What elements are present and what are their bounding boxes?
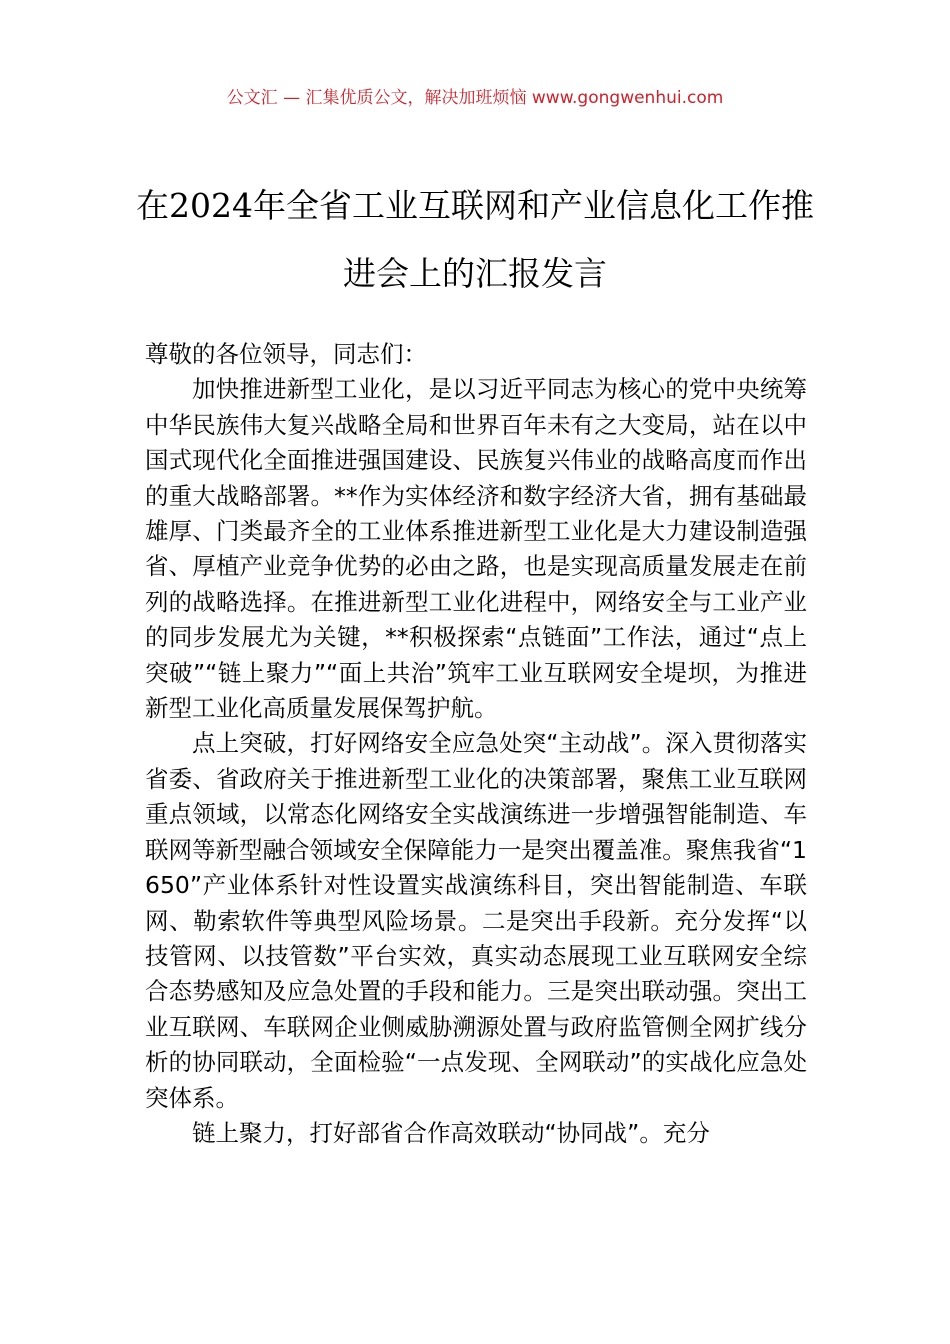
document-title: 在2024年全省工业互联网和产业信息化工作推进会上的汇报发言 — [136, 186, 814, 293]
body-paragraph-1: 加快推进新型工业化，是以习近平同志为核心的党中央统筹中华民族伟大复兴战略全局和世界百年未有之大变局，站在以中国式现代化全面推进强国建设、民族复兴伟业的战略高度而作出的重大战略部署。**作为实体经济和数字经济大省，拥有基础最雄厚、门类最齐全的工业体系推进新型工业化是大力建设制造强省、厚植产业竞争优势的必由之路，也是实现高质量发展走在前列的战略选择。在推进新型工业化进程中，网络安全与工业产业的同步发展尤为关键，**积极探索“点链面”工作法，通过“点上突破”“链上聚力”“面上共治”筑牢工业互联网安全堤坝，为推进新型工业化高质量发展保驾护航。 — [145, 375, 807, 723]
salutation: 尊敬的各位领导，同志们： — [145, 340, 427, 368]
document-body — [145, 337, 807, 1151]
header-banner: 公文汇 — 汇集优质公文，解决加班烦恼 www.gongwenhui.com — [226, 88, 724, 108]
body-paragraph-2: 点上突破，打好网络安全应急处突“主动战”。深入贯彻落实省委、省政府关于推进新型工业化的决策部署，聚焦工业互联网重点领域，以常态化网络安全实战演练进一步增强智能制造、车联网等新型融合领域安全保障能力一是突出覆盖准。聚焦我省“1650”产业体系针对性设置实战演练科目，突出智能制造、车联网、勒索软件等典型风险场景。二是突出手段新。充分发挥“以技管网、以技管数”平台实效，真实动态展现工业互联网安全综合态势感知及应急处置的手段和能力。三是突出联动强。突出工业互联网、车联网企业侧威胁溯源处置与政府监管侧全网扩线分析的协同联动，全面检验“一点发现、全网联动”的实战化应急处突体系。 — [145, 729, 807, 1112]
body-paragraph-3: 链上聚力，打好部省合作高效联动“协同战”。充分 — [192, 1118, 710, 1147]
